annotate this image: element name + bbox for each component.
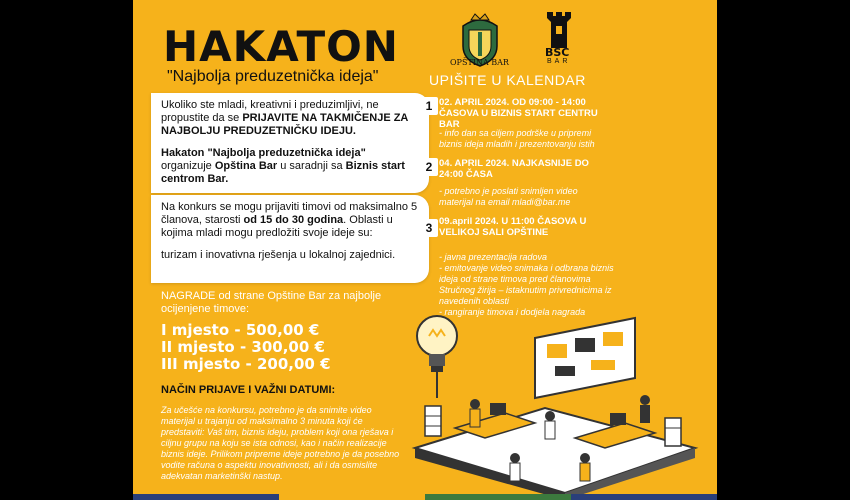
municipality-caption: OPŠTINA BAR — [450, 58, 509, 67]
prize-second: II mjesto - 300,00 € — [161, 338, 325, 356]
bottom-color-strip — [133, 494, 717, 500]
poster — [133, 0, 717, 500]
bsc-logo-text: BSC — [545, 46, 570, 59]
step-title-2: 04. APRIL 2024. NAJKASNIJE DO 24:00 ČASA — [439, 158, 589, 180]
intro-card — [151, 93, 429, 193]
step-number-3: 3 — [420, 219, 438, 237]
eligibility-card — [151, 195, 429, 283]
step-title-1: 02. APRIL 2024. OD 09:00 - 14:00 ČASOVA U BIZNIS START CENTRU BAR — [439, 97, 598, 130]
step-number-1: 1 — [420, 97, 438, 115]
step-desc-2: - potrebno je poslati snimljen video materijal na email mladi@bar.me — [439, 186, 578, 207]
topics-paragraph: turizam i inovativna rješenja u lokalnoj zajednici. — [161, 249, 396, 261]
prize-third: III mjesto - 200,00 € — [161, 355, 331, 373]
light-bulb-icon — [417, 316, 457, 398]
prize-first: I mjesto - 500,00 € — [161, 321, 320, 339]
organizer-paragraph: Hakaton "Najbolja preduzetnička ideja" organizuje Opština Bar u saradnji sa Biznis start centrom Bar. — [161, 147, 405, 185]
step-number-2: 2 — [420, 158, 438, 176]
intro-paragraph: Ukoliko ste mladi, kreativni i preduzimljivi, ne propustite da se PRIJAVITE NA TAKMIČENJE ZA NAJBOLJU PREDUZETNIČKU IDEJU. — [161, 99, 408, 137]
page-title: HAKATON — [163, 22, 399, 71]
bsc-tower-icon — [545, 12, 573, 48]
step-desc-3: - javna prezentacija radova - emitovanje video snimaka i odbrana biznis ideja od strane timova pred članovima Stručnog žirija – istaknutim privrednicima iz navedenih oblasti - rangiranje timova i dodjela nagrada — [439, 252, 614, 317]
teamwork-illustration — [395, 308, 717, 500]
prizes-section — [161, 290, 391, 373]
calendar-title: UPIŠITE U KALENDAR — [429, 72, 586, 88]
step-title-3: 09.april 2024. U 11:00 ČASOVA U VELIKOJ SALI OPŠTINE — [439, 216, 587, 238]
page-subtitle: "Najbolja preduzetnička ideja" — [167, 68, 379, 85]
application-method-title: NAČIN PRIJAVE I VAŽNI DATUMI: — [161, 384, 336, 396]
application-method-text: Za učešće na konkursu, potrebno je da snimite video materijal u trajanju od maksimalno 3 minuta koji će predstaviti: Vaš tim, biznis ideju, problem koji ona rješava i ciljnu grupu na koju se ista odnosi, kao i način realizacije biznis ideje. Prilikom pripreme ideje potrebno je da posebno vodite računa o aspektu inovativnosti, ali i da osmislite adekvatan marketinški nastup. — [161, 405, 400, 481]
bsc-logo-subtext: BAR — [547, 58, 571, 65]
whiteboard-icon — [535, 318, 635, 398]
step-desc-1: - info dan sa ciljem podrške u pripremi biznis ideja mladih i prezentovanju istih — [439, 128, 595, 149]
prizes-intro: NAGRADE od strane Opštine Bar za najbolje ocijenjene timove: — [161, 290, 382, 315]
eligibility-paragraph: Na konkurs se mogu prijaviti timovi od maksimalno 5 članova, starosti od 15 do 30 godina. Oblasti u kojima mladi mogu predložiti svoje ideje su: — [161, 201, 418, 239]
